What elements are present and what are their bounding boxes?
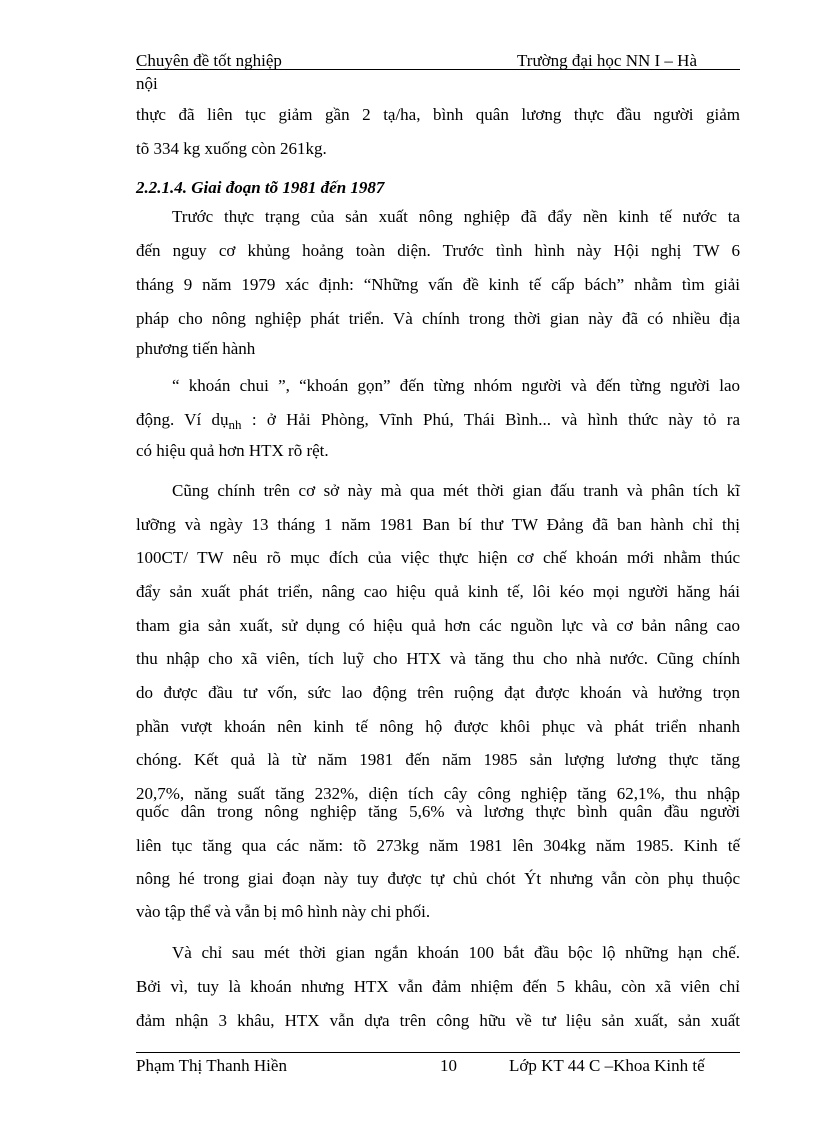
footer-rule xyxy=(136,1052,740,1053)
text-line: tham gia sản xuất, sử dụng có hiệu quả hơn các nguồn lực và cơ bản nâng cao xyxy=(136,616,740,635)
section-heading: 2.2.1.4. Giai đoạn tõ 1981 đến 1987 xyxy=(136,178,385,197)
header-wrap: nội xyxy=(136,74,158,93)
text-line: Cũng chính trên cơ sở này mà qua mét thời gian đấu tranh và phân tích kĩ xyxy=(172,481,740,500)
text-line: đến nguy cơ khủng hoảng toàn diện. Trước tình hình này Hội nghị TW 6 xyxy=(136,241,740,260)
text-line: liên tục tăng qua các năm: tõ 273kg năm 1981 lên 304kg năm 1985. Kinh tế xyxy=(136,836,740,855)
text-line: Và chỉ sau mét thời gian ngắn khoán 100 bắt đầu bộc lộ những hạn chế. xyxy=(172,943,740,962)
text-fragment: : ở Hải Phòng, Vĩnh Phú, Thái Bình... và hình thức này tỏ ra xyxy=(241,410,740,429)
page-number: 10 xyxy=(440,1056,457,1075)
text-line: đảm nhận 3 khâu, HTX vẫn dựa trên công hữu về tư liệu sản xuất, sản xuất xyxy=(136,1011,740,1030)
text-line: tháng 9 năm 1979 xác định: “Những vấn đề kinh tế cấp bách” nhằm tìm giải xyxy=(136,275,740,294)
text-line: lưỡng và ngày 13 tháng 1 năm 1981 Ban bí thư TW Đảng đã ban hành chỉ thị xyxy=(136,515,740,534)
superscript-fragment: nh xyxy=(228,417,242,432)
footer-class-info: Lớp KT 44 C –Khoa Kinh tế xyxy=(509,1056,705,1075)
text-line xyxy=(136,410,740,431)
text-line: chóng. Kết quả là từ năm 1981 đến năm 1985 sản lượng lương thực tăng xyxy=(136,750,740,769)
footer-author: Phạm Thị Thanh Hiền xyxy=(136,1056,287,1075)
text-line: có hiệu quả hơn HTX rõ rệt. xyxy=(136,441,329,460)
text-line: phần vượt khoán nên kinh tế nông hộ được khôi phục và phát triển nhanh xyxy=(136,717,740,736)
text-line: Bởi vì, tuy là khoán nhưng HTX vẫn đảm nhiệm đến 5 khâu, còn xã viên chỉ xyxy=(136,977,740,996)
text-fragment: động. Ví dụ xyxy=(136,410,229,429)
header-left: Chuyên đề tốt nghiệp xyxy=(136,51,282,70)
text-line: Trước thực trạng của sản xuất nông nghiệp đã đẩy nền kinh tế nước ta xyxy=(172,207,740,226)
text-line: thực đã liên tục giảm gần 2 tạ/ha, bình quân lương thực đầu người giảm xyxy=(136,105,740,124)
text-line: tõ 334 kg xuống còn 261kg. xyxy=(136,139,327,158)
text-line: 100CT/ TW nêu rõ mục đích của việc thực hiện cơ chế khoán mới nhằm thúc xyxy=(136,548,740,567)
header-right: Trường đại học NN I – Hà xyxy=(517,51,698,70)
text-line: thu nhập cho xã viên, tích luỹ cho HTX và tăng thu cho nhà nước. Cũng chính xyxy=(136,649,740,668)
text-line: “ khoán chui ”, “khoán gọn” đến từng nhóm người và đến từng người lao xyxy=(172,376,740,395)
text-line: do được đầu tư vốn, sức lao động trên ruộng đạt được khoán và hưởng trọn xyxy=(136,683,740,702)
text-line: nông hé trong giai đoạn này tuy được tự chủ chót Ýt nhưng vẫn còn phụ thuộc xyxy=(136,869,740,888)
text-line: pháp cho nông nghiệp phát triển. Và chính trong thời gian này đã có nhiều địa xyxy=(136,309,740,328)
text-line: vào tập thể và vẫn bị mô hình này chi phối. xyxy=(136,902,431,921)
text-line: 20,7%, năng suất tăng 232%, diện tích cây công nghiệp tăng 62,1%, thu nhập xyxy=(136,784,740,803)
text-line: quốc dân trong nông nghiệp tăng 5,6% và lương thực bình quân đầu người xyxy=(136,802,740,821)
text-line: phương tiến hành xyxy=(136,339,256,358)
header-rule xyxy=(136,69,740,70)
text-line: đẩy sản xuất phát triển, nâng cao hiệu quả kinh tế, lôi kéo mọi người hăng hái xyxy=(136,582,740,601)
